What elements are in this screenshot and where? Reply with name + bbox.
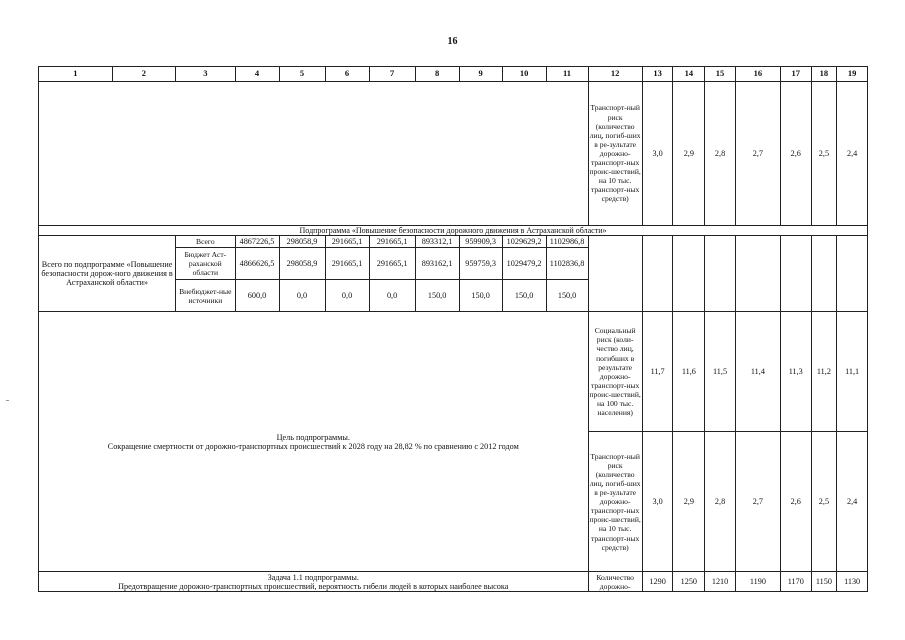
amount-cell: 1102836,8 [546,248,588,280]
goal-cell [39,312,589,572]
value-cell: 2,9 [673,432,705,572]
value-cell: 1290 [642,572,673,592]
indicator-cell: Количество дорожно- [588,572,642,592]
task-text: Предотвращение дорожно-транспортных происшествий, вероятность гибели людей в которых наиболее высока [118,581,509,591]
empty-cell [642,236,673,312]
value-cell: 2,6 [780,432,811,572]
margin-mark [6,400,9,401]
task-cell [39,572,589,592]
amount-cell: 150,0 [459,280,502,312]
value-cell: 2,7 [735,82,780,226]
indicator-cell: Транспорт-ный риск (количество лиц, погиб-ших в ре-зультате дорожно-транспорт-ных проис-шествий, на 10 тыс. транспорт-ных средств) [588,432,642,572]
col-header: 19 [837,67,868,82]
value-cell: 2,7 [735,432,780,572]
col-header: 13 [642,67,673,82]
document-sheet [38,66,868,594]
amount-cell: 298058,9 [279,248,325,280]
task-row [39,572,868,592]
amount-cell: 291665,1 [325,248,369,280]
value-cell: 3,0 [642,82,673,226]
value-cell: 2,5 [811,432,837,572]
empty-cell [811,236,837,312]
amount-cell: 150,0 [415,280,459,312]
value-cell: 2,4 [837,82,868,226]
indicator-cell: Транспорт-ный риск (количество лиц, погиб-ших в ре-зультате дорожно-транспорт-ных проис-шествий, на 10 тыс. транспорт-ных средств) [588,82,642,226]
amount-cell: 0,0 [369,280,415,312]
col-header: 16 [735,67,780,82]
amount-cell: 893162,1 [415,248,459,280]
amount-cell: 4867226,5 [235,236,279,248]
source-cell: Внебюджет-ные источники [176,280,235,312]
task-title: Задача 1.1 подпрограммы. [267,572,359,582]
header-row [39,67,868,82]
col-header: 3 [176,67,235,82]
value-cell: 11,6 [673,312,705,432]
value-cell: 2,9 [673,82,705,226]
col-header: 2 [112,67,175,82]
col-header: 14 [673,67,705,82]
empty-cell [837,236,868,312]
amount-cell: 600,0 [235,280,279,312]
amount-cell: 150,0 [502,280,546,312]
col-header: 11 [546,67,588,82]
subprogram-title: Подпрограмма «Повышение безопасности дорожного движения в Астраханской области» [39,226,868,236]
empty-cell [673,236,705,312]
amount-cell: 1102986,8 [546,236,588,248]
value-cell: 2,5 [811,82,837,226]
source-cell: Всего [176,236,235,248]
col-header: 12 [588,67,642,82]
indicators-table [38,66,868,592]
value-cell: 3,0 [642,432,673,572]
col-header: 18 [811,67,837,82]
col-header: 15 [705,67,736,82]
amount-cell: 959759,3 [459,248,502,280]
value-cell: 1170 [780,572,811,592]
total-label: Всего по подпрограмме «Повышение безопасности дорож-ного движения в Астраханской области» [39,236,176,312]
value-cell: 1150 [811,572,837,592]
col-header: 10 [502,67,546,82]
amount-cell: 0,0 [325,280,369,312]
value-cell: 2,8 [705,82,736,226]
value-cell: 11,2 [811,312,837,432]
value-cell: 2,6 [780,82,811,226]
col-header: 17 [780,67,811,82]
amount-cell: 4866626,5 [235,248,279,280]
amount-cell: 298058,9 [279,236,325,248]
empty-cell [39,82,589,226]
col-header: 7 [369,67,415,82]
value-cell: 2,8 [705,432,736,572]
amount-cell: 291665,1 [369,248,415,280]
amount-cell: 1029479,2 [502,248,546,280]
amount-cell: 150,0 [546,280,588,312]
indicator-cell: Социальный риск (коли-чество лиц, погибших в результате дорожно-транспорт-ных проис-шествий, на 100 тыс. населения) [588,312,642,432]
page-number: 16 [447,36,458,47]
value-cell: 1210 [705,572,736,592]
value-cell: 11,3 [780,312,811,432]
col-header: 8 [415,67,459,82]
amount-cell: 893312,1 [415,236,459,248]
empty-cell [735,236,780,312]
goal-row [39,312,868,432]
value-cell: 1190 [735,572,780,592]
col-header: 1 [39,67,113,82]
empty-cell [780,236,811,312]
amount-cell: 291665,1 [369,236,415,248]
value-cell: 1250 [673,572,705,592]
col-header: 5 [279,67,325,82]
value-cell: 11,4 [735,312,780,432]
table-row [39,82,868,226]
value-cell: 11,1 [837,312,868,432]
subprogram-title-row [39,226,868,236]
total-row [39,236,868,248]
col-header: 6 [325,67,369,82]
value-cell: 1130 [837,572,868,592]
empty-cell [705,236,736,312]
amount-cell: 959909,3 [459,236,502,248]
amount-cell: 291665,1 [325,236,369,248]
value-cell: 11,5 [705,312,736,432]
value-cell: 11,7 [642,312,673,432]
value-cell: 2,4 [837,432,868,572]
empty-cell [588,236,642,312]
col-header: 9 [459,67,502,82]
amount-cell: 1029629,2 [502,236,546,248]
amount-cell: 0,0 [279,280,325,312]
goal-text: Сокращение смертности от дорожно-транспортных происшествий к 2028 году на 28,82 % по сравнению с 2012 годом [107,441,519,451]
col-header: 4 [235,67,279,82]
goal-title: Цель подпрограммы. [276,432,350,442]
source-cell: Бюджет Аст-раханской области [176,248,235,280]
